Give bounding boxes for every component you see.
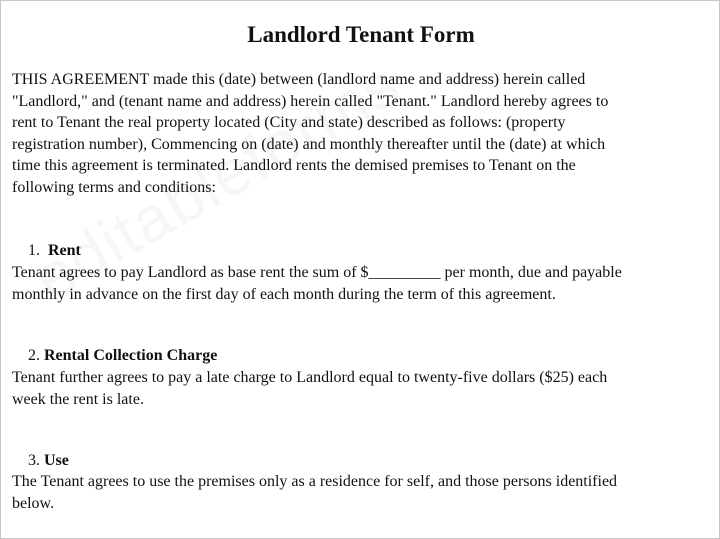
section-body-rental-collection-charge: Tenant further agrees to pay a late charge to Landlord equal to twenty-five dollars ($25) each week the rent is late.: [12, 369, 608, 408]
section-body-use: The Tenant agrees to use the premises only as a residence for self, and those persons identified below.: [12, 473, 618, 512]
section-title: Rent: [48, 242, 81, 259]
section-title: Use: [44, 452, 69, 469]
section-number: 2.: [28, 347, 44, 364]
section-number: 3.: [28, 452, 44, 469]
section-number: 1.: [28, 242, 48, 259]
section-title: Rental Collection Charge: [44, 347, 218, 364]
section-body-rent: Tenant agrees to pay Landlord as base rent the sum of $_________ per month, due and payable monthly in advance on the first day of each month during the term of this agreement.: [12, 264, 622, 303]
intro-paragraph: THIS AGREEMENT made this (date) between (landlord name and address) herein called "Landlord," and (tenant name and address) herein called "Tenant." Landlord hereby agrees to rent to Tenant the real property located (City and state) described as follows: (property registration number), Commencing on (date) and monthly thereafter until the (date) at which time this agreement is terminated. Landlord rents the demised premises to Tenant on the following terms and conditions:: [12, 71, 609, 196]
document-title: Landlord Tenant Form: [247, 22, 475, 47]
